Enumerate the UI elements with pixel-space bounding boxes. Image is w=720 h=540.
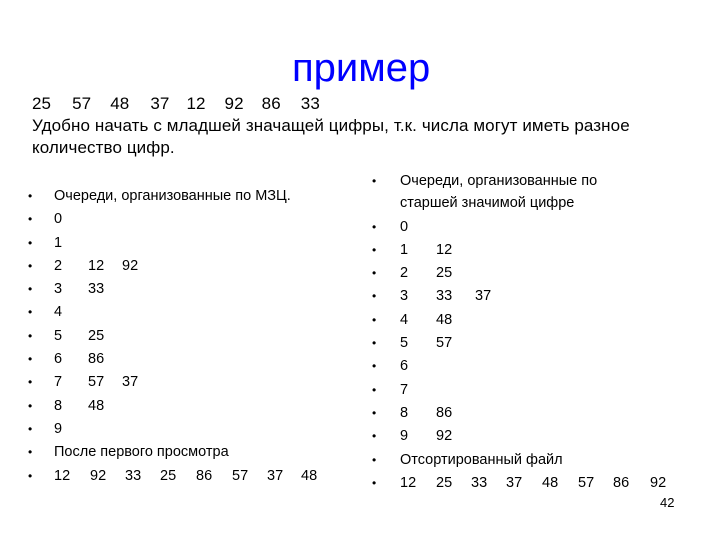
bullet-icon: • [28,352,33,367]
list-value: 25 [436,474,453,491]
list-text: 8 [54,397,63,414]
list-text: 9 [54,420,63,437]
list-item [28,325,348,348]
list-item [28,301,348,324]
list-value: 12 [436,241,453,258]
list-item [372,402,702,425]
list-text: 9 [400,428,409,445]
intro-number: 33 [300,94,320,113]
list-text: Очереди, организованные по МЗЦ. [54,188,291,204]
list-value: 33 [436,288,453,305]
slide-title: пример [292,46,431,90]
list-text: 5 [400,335,409,352]
intro-number: 48 [110,94,130,113]
list-item [28,418,348,441]
list-item [372,239,702,262]
bullet-icon: • [372,429,377,444]
bullet-icon: • [28,258,33,273]
list-text: 5 [54,327,63,344]
intro-number: 25 [32,94,52,113]
bullet-icon: • [28,282,33,297]
bullet-icon: • [28,305,33,320]
list-value: 86 [436,404,453,421]
list-value: 86 [613,474,630,491]
list-text: 1 [54,234,63,251]
bullet-icon: • [372,382,377,397]
list-value: 92 [436,428,453,445]
bullet-icon: • [28,212,33,227]
intro-line-1: Удобно начать с младшей значащей цифры, т.к. числа могут иметь разное [32,116,630,135]
list-item [28,255,348,278]
list-value: 33 [471,474,488,491]
list-text: 2 [54,257,63,274]
bullet-icon: • [372,289,377,304]
list-item [28,441,348,464]
list-item [372,472,702,495]
bullet-icon: • [28,189,33,203]
list-item [372,332,702,355]
list-value: 25 [88,327,105,344]
list-value: 48 [88,397,105,414]
bullet-icon: • [372,242,377,257]
input-numbers [32,93,692,115]
bullet-icon: • [28,375,33,390]
list-item [372,262,702,285]
right-bullet-list [372,170,702,495]
bullet-icon: • [372,336,377,351]
bullet-icon: • [372,312,377,327]
list-item [372,285,702,308]
list-item [372,309,702,332]
list-value: 57 [436,335,453,352]
list-value: 86 [88,351,105,368]
intro-text [32,93,692,159]
list-item [372,355,702,378]
list-text: 0 [54,211,63,228]
left-bullet-list [28,185,348,488]
list-text: старшей значимой цифре [400,195,575,211]
bullet-icon: • [372,219,377,234]
bullet-icon: • [28,468,33,483]
list-text: 3 [400,288,409,305]
bullet-icon: • [28,328,33,343]
bullet-icon: • [28,421,33,436]
list-value: 48 [542,474,559,491]
list-text: 1 [400,241,409,258]
intro-number: 86 [261,94,281,113]
list-value: 33 [125,467,142,484]
list-item [372,379,702,402]
list-value: 92 [650,474,667,491]
list-value: 92 [122,257,139,274]
page-number: 42 [660,495,675,510]
list-text: 6 [54,351,63,368]
list-text: 2 [400,265,409,282]
list-text: 4 [54,304,63,321]
list-text: 4 [400,311,409,328]
list-value: 25 [160,467,177,484]
bullet-icon: • [28,398,33,413]
bullet-icon: • [28,235,33,250]
list-value: 37 [506,474,523,491]
bullet-icon: • [372,174,377,188]
list-text: 12 [400,474,417,491]
list-value: 57 [232,467,249,484]
list-item [372,425,702,448]
intro-number: 37 [150,94,170,113]
list-item [28,278,348,301]
bullet-icon: • [372,452,377,467]
list-text: 3 [54,281,63,298]
list-value: 25 [436,265,453,282]
list-text: После первого просмотра [54,444,229,461]
list-item [28,232,348,255]
list-item [28,395,348,418]
list-item [372,449,702,472]
list-item [372,216,702,239]
list-value: 57 [578,474,595,491]
list-item [28,348,348,371]
list-value: 12 [88,257,105,274]
bullet-icon: • [372,359,377,374]
bullet-icon: • [28,445,33,460]
list-value: 37 [267,467,284,484]
list-value: 37 [475,288,492,305]
bullet-icon: • [372,475,377,490]
intro-number: 12 [186,94,206,113]
list-text: 6 [400,358,409,375]
list-value: 86 [196,467,213,484]
intro-number: 92 [224,94,244,113]
list-text: 7 [54,374,63,391]
list-text: 12 [54,467,71,484]
list-text: Отсортированный файл [400,451,563,468]
list-text: 7 [400,381,409,398]
list-value: 48 [301,467,318,484]
list-value: 92 [90,467,107,484]
bullet-icon: • [372,266,377,281]
list-item [372,170,702,216]
list-value: 57 [88,374,105,391]
list-item [28,185,348,208]
list-text: 0 [400,218,409,235]
list-item [28,208,348,231]
bullet-icon: • [372,405,377,420]
list-text: 8 [400,404,409,421]
intro-number: 57 [72,94,92,113]
list-value: 33 [88,281,105,298]
list-value: 37 [122,374,139,391]
intro-line-2: количество цифр. [32,138,175,157]
list-item [28,465,348,488]
list-text: Очереди, организованные по [400,173,598,189]
list-value: 48 [436,311,453,328]
list-item [28,371,348,394]
